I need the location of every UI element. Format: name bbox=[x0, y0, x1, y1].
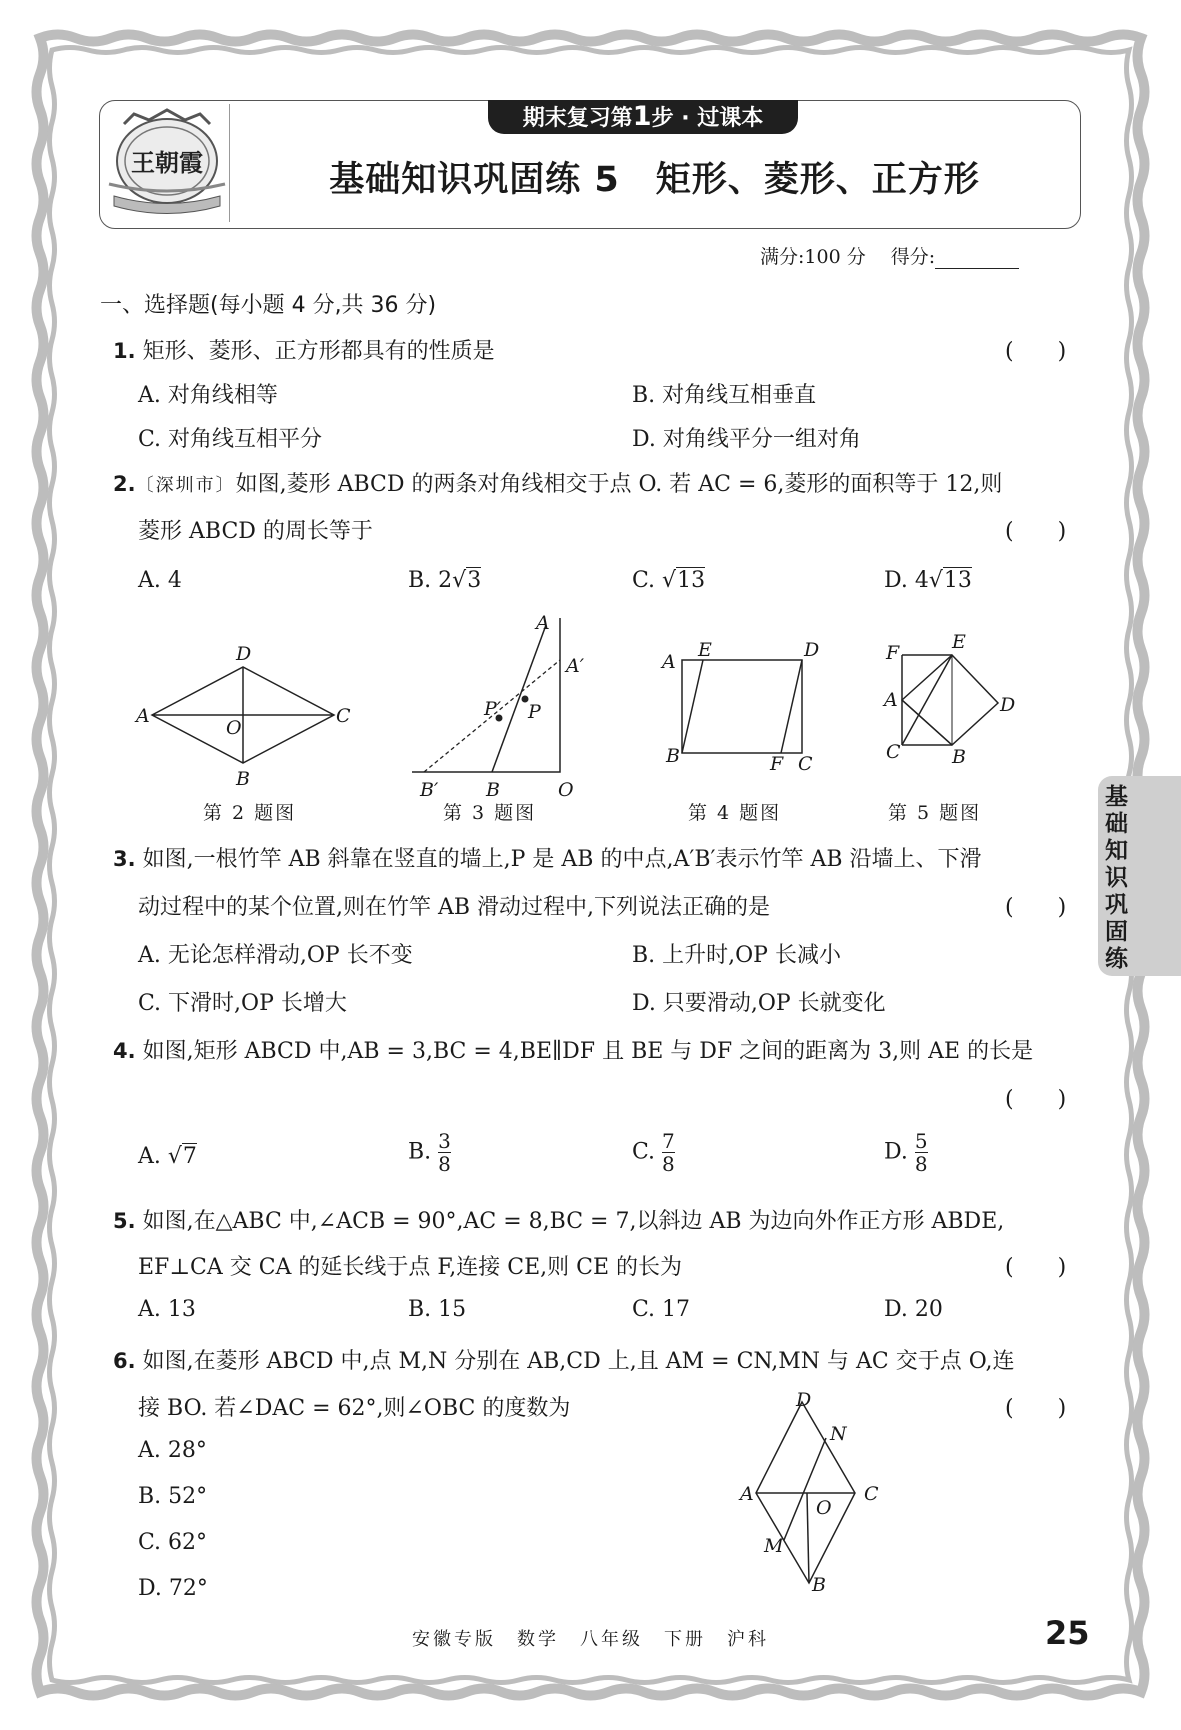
q1-option-d[interactable]: D. 对角线平分一组对角 bbox=[632, 427, 861, 452]
figure-5-caption: 第 5 题图 bbox=[888, 802, 982, 824]
fig4-label-c: C bbox=[798, 753, 813, 775]
fig3-label-p: P bbox=[528, 701, 541, 723]
figure-4 bbox=[658, 636, 828, 776]
question-3-cont: 动过程中的某个位置,则在竹竿 AB 滑动过程中,下列说法正确的是 bbox=[138, 895, 771, 920]
q2-option-b[interactable]: B. 2√3 bbox=[408, 568, 482, 593]
figure-4-caption: 第 4 题图 bbox=[688, 802, 782, 824]
fig5-label-d: D bbox=[1000, 694, 1016, 716]
q6-option-d[interactable]: D. 72° bbox=[138, 1576, 208, 1601]
fig3-label-a: A bbox=[536, 612, 550, 634]
fig4-label-a: A bbox=[662, 651, 676, 673]
logo-text: 王朝霞 bbox=[131, 148, 203, 177]
question-6: 6. 如图,在菱形 ABCD 中,点 M,N 分别在 AB,CD 上,且 AM = CN,MN 与 AC 交于点 O,连 bbox=[113, 1349, 1015, 1374]
q3-option-d[interactable]: D. 只要滑动,OP 长就变化 bbox=[632, 991, 886, 1016]
fig2-label-a: A bbox=[136, 705, 150, 727]
fig5-label-f: F bbox=[886, 642, 900, 664]
page-number: 25 bbox=[1045, 1614, 1090, 1652]
question-2-cont: 菱形 ABCD 的周长等于 bbox=[138, 519, 373, 544]
q6-option-b[interactable]: B. 52° bbox=[138, 1484, 208, 1509]
fig3-label-o: O bbox=[558, 779, 574, 801]
answer-blank-1[interactable]: ( ) bbox=[1005, 339, 1067, 364]
question-4: 4. 如图,矩形 ABCD 中,AB = 3,BC = 4,BE∥DF 且 BE 与 DF 之间的距离为 3,则 AE 的长是 bbox=[113, 1039, 1034, 1064]
fig5-label-a: A bbox=[884, 689, 898, 711]
q1-option-a[interactable]: A. 对角线相等 bbox=[138, 383, 278, 408]
q3-option-b[interactable]: B. 上升时,OP 长减小 bbox=[632, 943, 841, 968]
q4-option-a[interactable]: A. √7 bbox=[138, 1144, 197, 1169]
question-5-cont: EF⊥CA 交 CA 的延长线于点 F,连接 CE,则 CE 的长为 bbox=[138, 1255, 683, 1280]
side-tab-label: 基础知识巩固练 bbox=[1105, 784, 1128, 972]
q1-option-b[interactable]: B. 对角线互相垂直 bbox=[632, 383, 817, 408]
fig4-label-f: F bbox=[770, 753, 784, 775]
figure-3-caption: 第 3 题图 bbox=[443, 802, 537, 824]
q2-option-c[interactable]: C. √13 bbox=[632, 568, 706, 593]
fig3-label-p-prime: P′ bbox=[484, 698, 502, 720]
q2-option-d[interactable]: D. 4√13 bbox=[884, 568, 972, 593]
fig6-label-d: D bbox=[796, 1389, 812, 1411]
fig6-label-m: M bbox=[764, 1535, 784, 1557]
fig6-label-n: N bbox=[830, 1423, 847, 1445]
q5-option-a[interactable]: A. 13 bbox=[138, 1297, 196, 1322]
fig3-label-b-prime: B′ bbox=[420, 779, 439, 801]
q4-option-b[interactable]: B. $\frac{3}{8}$ bbox=[408, 1129, 451, 1176]
answer-blank-6[interactable]: ( ) bbox=[1005, 1396, 1067, 1421]
fig2-label-c: C bbox=[336, 705, 351, 727]
q3-option-c[interactable]: C. 下滑时,OP 长增大 bbox=[138, 991, 347, 1016]
answer-blank-3[interactable]: ( ) bbox=[1005, 895, 1067, 920]
figure-2 bbox=[130, 640, 360, 790]
fig6-label-o: O bbox=[816, 1497, 832, 1519]
question-1: 1. 矩形、菱形、正方形都具有的性质是 bbox=[113, 339, 495, 364]
q6-option-a[interactable]: A. 28° bbox=[138, 1438, 207, 1463]
fig6-label-c: C bbox=[864, 1483, 879, 1505]
step-banner: 期末复习第1步 · 过课本 bbox=[488, 100, 798, 134]
q2-option-a[interactable]: A. 4 bbox=[138, 568, 182, 593]
figure-3 bbox=[400, 610, 600, 800]
q5-option-b[interactable]: B. 15 bbox=[408, 1297, 467, 1322]
fig2-label-b: B bbox=[236, 768, 250, 790]
fig3-label-a-prime: A′ bbox=[566, 655, 585, 677]
fig4-label-d: D bbox=[804, 639, 820, 661]
fig5-label-b: B bbox=[952, 746, 966, 768]
q5-option-c[interactable]: C. 17 bbox=[632, 1297, 691, 1322]
fig6-label-a: A bbox=[740, 1483, 754, 1505]
figure-2-caption: 第 2 题图 bbox=[203, 802, 297, 824]
fig5-label-c: C bbox=[886, 741, 901, 763]
q6-option-c[interactable]: C. 62° bbox=[138, 1530, 208, 1555]
question-5: 5. 如图,在△ABC 中,∠ACB = 90°,AC = 8,BC = 7,以斜边 AB 为边向外作正方形 ABDE, bbox=[113, 1209, 1005, 1234]
page-title: 基础知识巩固练 5 矩形、菱形、正方形 bbox=[329, 160, 980, 200]
answer-blank-5[interactable]: ( ) bbox=[1005, 1255, 1067, 1280]
q4-option-c[interactable]: C. $\frac{7}{8}$ bbox=[632, 1129, 675, 1176]
publisher-logo bbox=[104, 106, 230, 224]
score-blank[interactable] bbox=[935, 248, 1019, 269]
fig4-label-b: B bbox=[666, 745, 680, 767]
fig5-label-e: E bbox=[952, 631, 966, 653]
fig2-label-o: O bbox=[226, 717, 242, 739]
q1-option-c[interactable]: C. 对角线互相平分 bbox=[138, 427, 323, 452]
fig2-label-d: D bbox=[236, 643, 252, 665]
question-6-cont: 接 BO. 若∠DAC = 62°,则∠OBC 的度数为 bbox=[138, 1396, 571, 1421]
question-2: 2.〔深圳市〕如图,菱形 ABCD 的两条对角线相交于点 O. 若 AC = 6,菱形的面积等于 12,则 bbox=[113, 472, 1003, 497]
footer-text: 安徽专版 数学 八年级 下册 沪科 bbox=[412, 1629, 769, 1650]
q4-option-d[interactable]: D. $\frac{5}{8}$ bbox=[884, 1129, 928, 1176]
q3-option-a[interactable]: A. 无论怎样滑动,OP 长不变 bbox=[138, 943, 413, 968]
answer-blank-2[interactable]: ( ) bbox=[1005, 519, 1067, 544]
q5-option-d[interactable]: D. 20 bbox=[884, 1297, 943, 1322]
question-3: 3. 如图,一根竹竿 AB 斜靠在竖直的墙上,P 是 AB 的中点,A′B′表示竹竿 AB 沿墙上、下滑 bbox=[113, 847, 982, 872]
fig6-label-b: B bbox=[812, 1574, 826, 1596]
answer-blank-4[interactable]: ( ) bbox=[1005, 1087, 1067, 1112]
score-line: 满分:100 分 得分: bbox=[760, 242, 1019, 269]
figure-6 bbox=[740, 1390, 890, 1600]
figure-5 bbox=[880, 630, 1030, 780]
section-heading: 一、选择题(每小题 4 分,共 36 分) bbox=[100, 293, 437, 318]
fig3-label-b: B bbox=[486, 779, 500, 801]
fig4-label-e: E bbox=[698, 639, 712, 661]
